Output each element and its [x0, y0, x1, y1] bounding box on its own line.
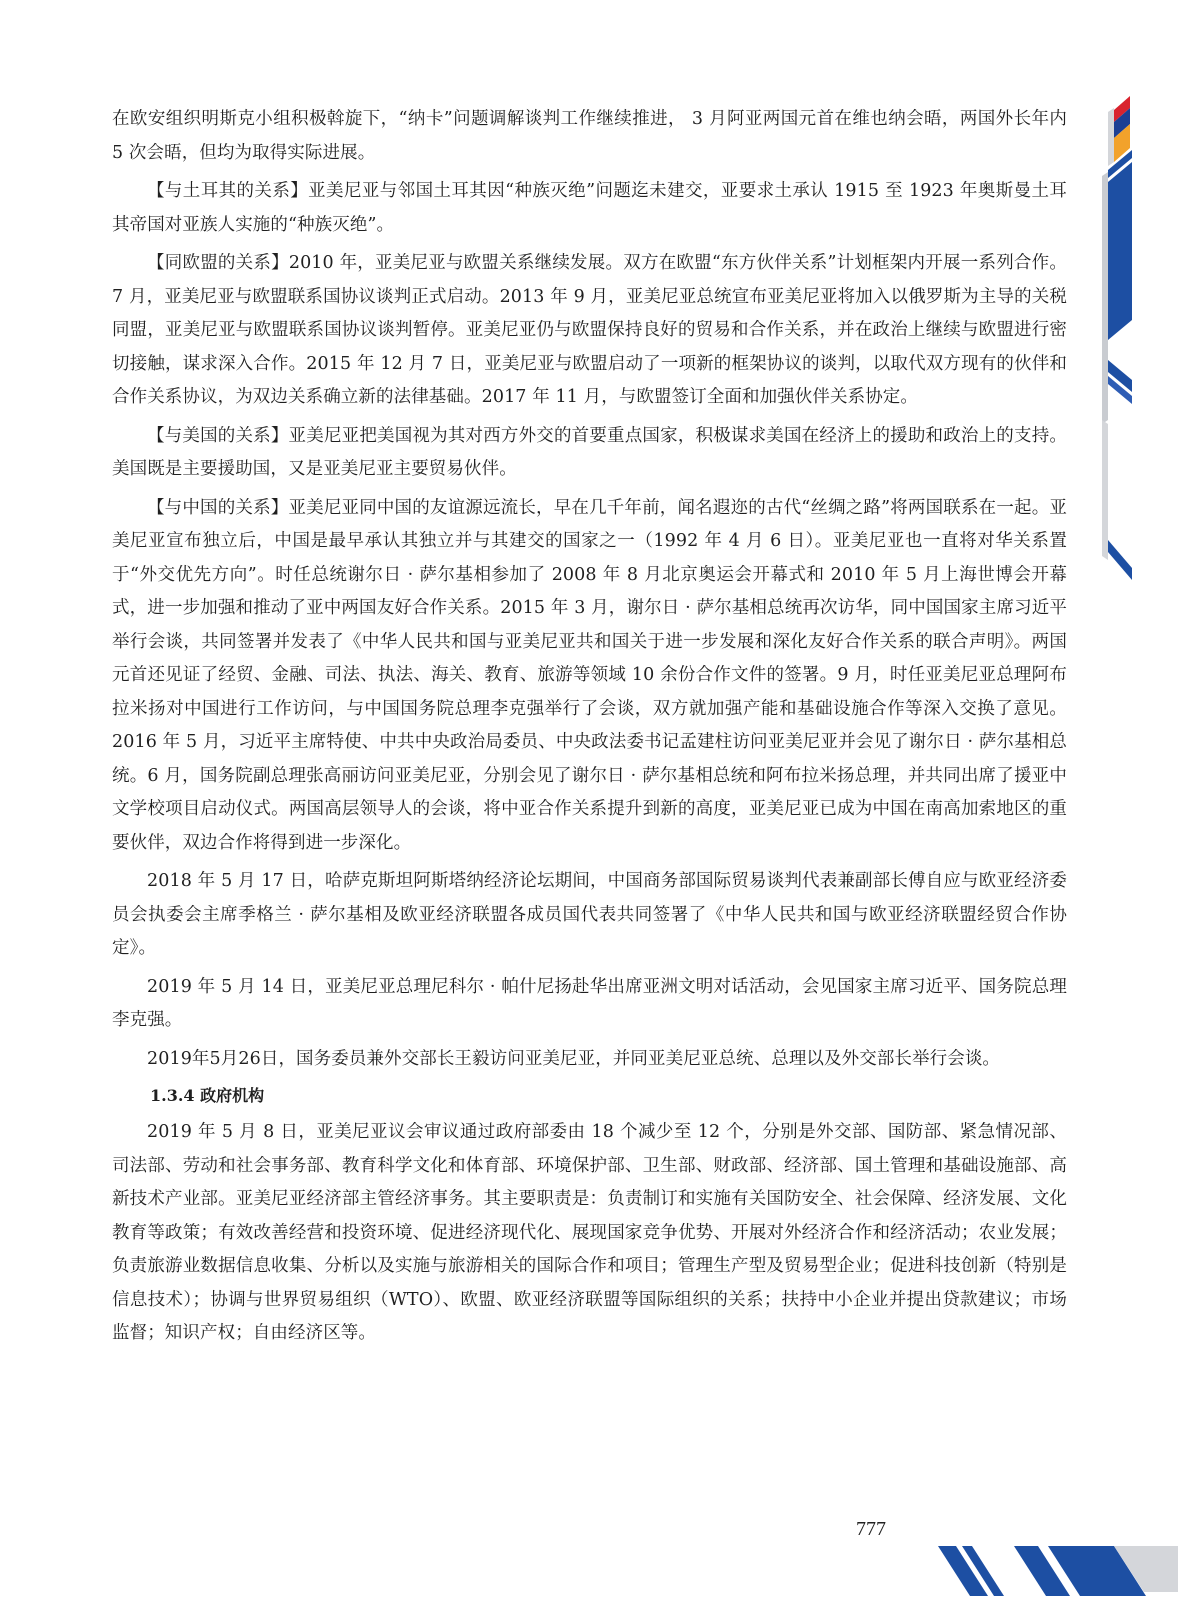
paragraph-eu: 【同欧盟的关系】2010 年，亚美尼亚与欧盟关系继续发展。双方在欧盟“东方伙伴关系”计划框架内开展一系列合作。7 月，亚美尼亚与欧盟联系国协议谈判正式启动。2013 年 9 月，亚美尼亚总统宣布亚美尼亚将加入以俄罗斯为主导的关税同盟，亚美尼亚与欧盟联系国协议谈判暂停。亚美尼亚仍与欧盟保持良好的贸易和合作关系，并在政治上继续与欧盟进行密切接触，谋求深入合作。2015 年 12 月 7 日，亚美尼亚与欧盟启动了一项新的框架协议的谈判，以取代双方现有的伙伴和合作关系协议，为双边关系确立新的法律基础。2017 年 11 月，与欧盟签订全面和加强伙伴关系协定。 [112, 253, 1067, 407]
paragraph-continuation: 在欧安组织明斯克小组积极斡旋下，“纳卡”问题调解谈判工作继续推进， 3 月阿亚两国元首在维也纳会晤，两国外长年内 5 次会晤，但均为取得实际进展。 [112, 109, 1067, 163]
page-number: 777 [856, 1518, 886, 1540]
paragraph-2019-may-14: 2019 年 5 月 14 日，亚美尼亚总理尼科尔 · 帕什尼扬赴华出席亚洲文明对话活动，会见国家主席习近平、国务院总理李克强。 [112, 976, 1067, 1030]
bottom-edge-decoration [938, 1530, 1178, 1600]
corner-stripes-icon [938, 1546, 1178, 1596]
paragraph-2019-may-26: 2019年5月26日，国务委员兼外交部长王毅访问亚美尼亚，并同亚美尼亚总统、总理以及外交部长举行会谈。 [147, 1048, 1001, 1069]
paragraph-china: 【与中国的关系】亚美尼亚同中国的友谊源远流长，早在几千年前，闻名遐迩的古代“丝绸之路”将两国联系在一起。亚美尼亚宣布独立后，中国是最早承认其独立并与其建交的国家之一（1992 年 4 月 6 日）。亚美尼亚也一直将对华关系置于“外交优先方向”。时任总统谢尔日 · 萨尔基相参加了 2008 年 8 月北京奥运会开幕式和 2010 年 5 月上海世博会开幕式，进一步加强和推动了亚中两国友好合作关系。2015 年 3 月，谢尔日 · 萨尔基相总统再次访华，同中国国家主席习近平举行会谈，共同签署并发表了《中华人民共和国与亚美尼亚共和国关于进一步发展和深化友好合作关系的联合声明》。两国元首还见证了经贸、金融、司法、执法、海关、教育、旅游等领域 10 余份合作文件的签署。9 月，时任亚美尼亚总理阿布拉米扬对中国进行工作访问，与中国国务院总理李克强举行了会谈，双方就加强产能和基础设施合作等深入交换了意见。2016 年 5 月，习近平主席特使、中共中央政治局委员、中央政法委书记孟建柱访问亚美尼亚并会见了谢尔日 · 萨尔基相总统。6 月，国务院副总理张高丽访问亚美尼亚，分别会见了谢尔日 · 萨尔基相总统和阿布拉米扬总理，并共同出席了援亚中文学校项目启动仪式。两国高层领导人的会谈，将中亚合作关系提升到新的高度，亚美尼亚已成为中国在南高加索地区的重要伙伴，双边合作将得到进一步深化。 [112, 497, 1067, 853]
paragraph-government: 2019 年 5 月 8 日，亚美尼亚议会审议通过政府部委由 18 个减少至 12 个，分别是外交部、国防部、紧急情况部、司法部、劳动和社会事务部、教育科学文化和体育部、环境保护部、卫生部、财政部、经济部、国土管理和基础设施部、高新技术产业部。亚美尼亚经济部主管经济事务。其主要职责是：负责制订和实施有关国防安全、社会保障、经济发展、文化教育等政策；有效改善经营和投资环境、促进经济现代化、展现国家竞争优势、开展对外经济合作和经济活动；农业发展；负责旅游业数据信息收集、分析以及实施与旅游相关的国际合作和项目；管理生产型及贸易型企业；促进科技创新（特别是信息技术）；协调与世界贸易组织（WTO）、欧盟、欧亚经济联盟等国际组织的关系；扶持中小企业并提出贷款建议；市场监督；知识产权；自由经济区等。 [112, 1122, 1067, 1343]
right-edge-decoration [1098, 0, 1178, 600]
chevron-stripes-icon [1102, 150, 1132, 580]
paragraph-turkey: 【与土耳其的关系】亚美尼亚与邻国土耳其因“种族灭绝”问题迄未建交，亚要求土承认 1915 至 1923 年奥斯曼土耳其帝国对亚族人实施的“种族灭绝”。 [112, 181, 1067, 235]
document-body [112, 103, 1067, 1356]
paragraph-usa: 【与美国的关系】亚美尼亚把美国视为其对西方外交的首要重点国家，积极谋求美国在经济上的援助和政治上的支持。美国既是主要援助国，又是亚美尼亚主要贸易伙伴。 [112, 425, 1067, 479]
paragraph-2018: 2018 年 5 月 17 日，哈萨克斯坦阿斯塔纳经济论坛期间，中国商务部国际贸易谈判代表兼副部长傅自应与欧亚经济委员会执委会主席季格兰 · 萨尔基相及欧亚经济联盟各成员国代表共同签署了《中华人民共和国与欧亚经济联盟经贸合作协定》。 [112, 871, 1067, 958]
section-heading: 1.3.4 政府机构 [150, 1086, 265, 1105]
